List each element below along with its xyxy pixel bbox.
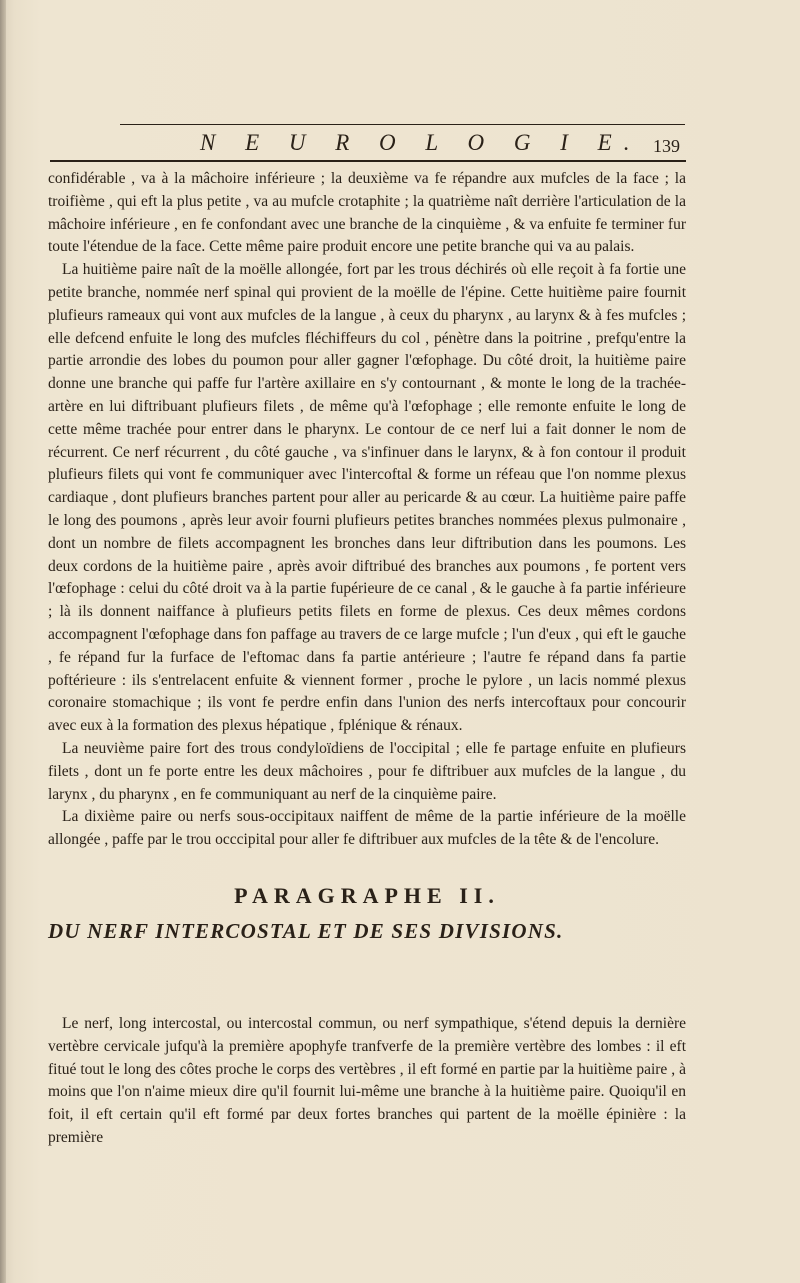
paragraph-2: La huitième paire naît de la moëlle allongée, fort par les trous déchirés où elle reçoit à fa fortie une petite branche, nommée nerf spinal qui provient de la moëlle de l'épine. Cette huitième paire fournit plufieurs rameaux qui vont aux mufcles de la langue , à ceux du pharynx , au larynx & à fes mufcles ; elle defcend enfuite le long des mufcles fléchiffeurs du col , pénètre dans la poitrine , prefqu'entre la partie arrondie des lobes du poumon pour aller gagner l'œfophage. Du côté droit, la huitième paire donne une branche qui paffe fur l'artère axillaire en s'y contournant , & monte le long de la trachée-artère en lui diftribuant plufieurs filets , de même qu'à l'œfophage ; elle remonte enfuite le long de cette même trachée pour entrer dans le pharynx. Le contour de ce nerf lui a fait donner le nom de récurrent. Ce nerf récurrent , du côté gauche , va s'infinuer dans le larynx, & à fon contour il produit plufieurs filets qui vont fe communiquer avec l'intercoftal & forme un réfeau que l'on nomme plexus cardiaque , dont plufieurs branches partent pour aller au pericarde & au cœur. La huitième paire paffe le long des poumons , après leur avoir fourni plufieurs petites branches nommées plexus pulmonaire , dont un nombre de filets accompagnent les bronches dans leur diftribution dans les poumons. Les deux cordons de la huitième paire , après avoir diftribué des branches aux poumons , fe portent vers l'œfophage : celui du côté droit va à la partie fupérieure de ce canal , & le gauche à fa partie inférieure ; là ils donnent naiffance à plufieurs petits filets en forme de plexus. Ces deux mêmes cordons accompagnent l'œfophage dans fon paffage au travers de ce large mufcle ; l'un d'eux , qui eft le gauche , fe répand fur la furface de l'eftomac dans fa partie antérieure ; l'autre fe répand dans fa partie poftérieure : ils s'entrelacent enfuite & viennent former , proche le pylore , un lacis nommé plexus coronaire stomachique ; ils vont fe perdre enfin dans l'union des nerfs intercoftaux pour concourir avec eux à la formation des plexus hépatique , fplénique & rénaux. (48, 261, 686, 735)
page-number: 139 (653, 136, 680, 156)
running-head: N E U R O L O G I E. (200, 130, 642, 155)
paragraph-4: La dixième paire ou nerfs sous-occipitaux naiffent de même de la partie inférieure de la moëlle allongée , paffe par le trou occcipital pour aller fe diftribuer aux mufcles de la tête & de l'encolure. (48, 808, 686, 849)
section-body-text (48, 1013, 686, 1150)
header-rule-top (120, 124, 685, 125)
section-title: DU NERF INTERCOSTAL ET DE SES DIVISIONS. (48, 919, 564, 943)
paragraph-5: Le nerf, long intercostal, ou intercostal commun, ou nerf sympathique, s'étend depuis la dernière vertèbre cervicale jufqu'à la première apophyfe tranfverfe de la première vertèbre des lombes : il eft fitué tout le long des côtes proche le corps des vertèbres , il eft formé en partie par la huitième paire , à moins que l'on n'aime mieux dire qu'il fournit lui-même une branche à la huitième paire. Quoiqu'il en foit, il eft certain qu'il eft formé par deux fortes branches qui partent de la moëlle épinière : la première (48, 1015, 686, 1146)
header-rule-bottom (50, 160, 686, 162)
paragraph-1: confidérable , va à la mâchoire inférieure ; la deuxième va fe répandre aux mufcles de la face ; la troifième , qui eft la plus petite , va au mufcle crotaphite ; la quatrième naît derrière l'articulation de la mâchoire inférieure , en fe confondant avec une branche de la cinquième , & va enfuite fe terminer fur toute l'étendue de la face. Cette même paire produit encore une petite branche qui va au palais. (48, 170, 686, 256)
paragraph-3: La neuvième paire fort des trous condyloïdiens de l'occipital ; elle fe partage enfuite en plufieurs filets , dont un fe porte entre les deux mâchoires , pour fe diftribuer aux mufcles de la langue , du larynx , du pharynx , en fe communiquant au nerf de la cinquième paire. (48, 739, 686, 803)
body-text (48, 168, 686, 852)
paragraph-heading: PARAGRAPHE II. (234, 883, 500, 908)
binding-edge (0, 0, 6, 1283)
